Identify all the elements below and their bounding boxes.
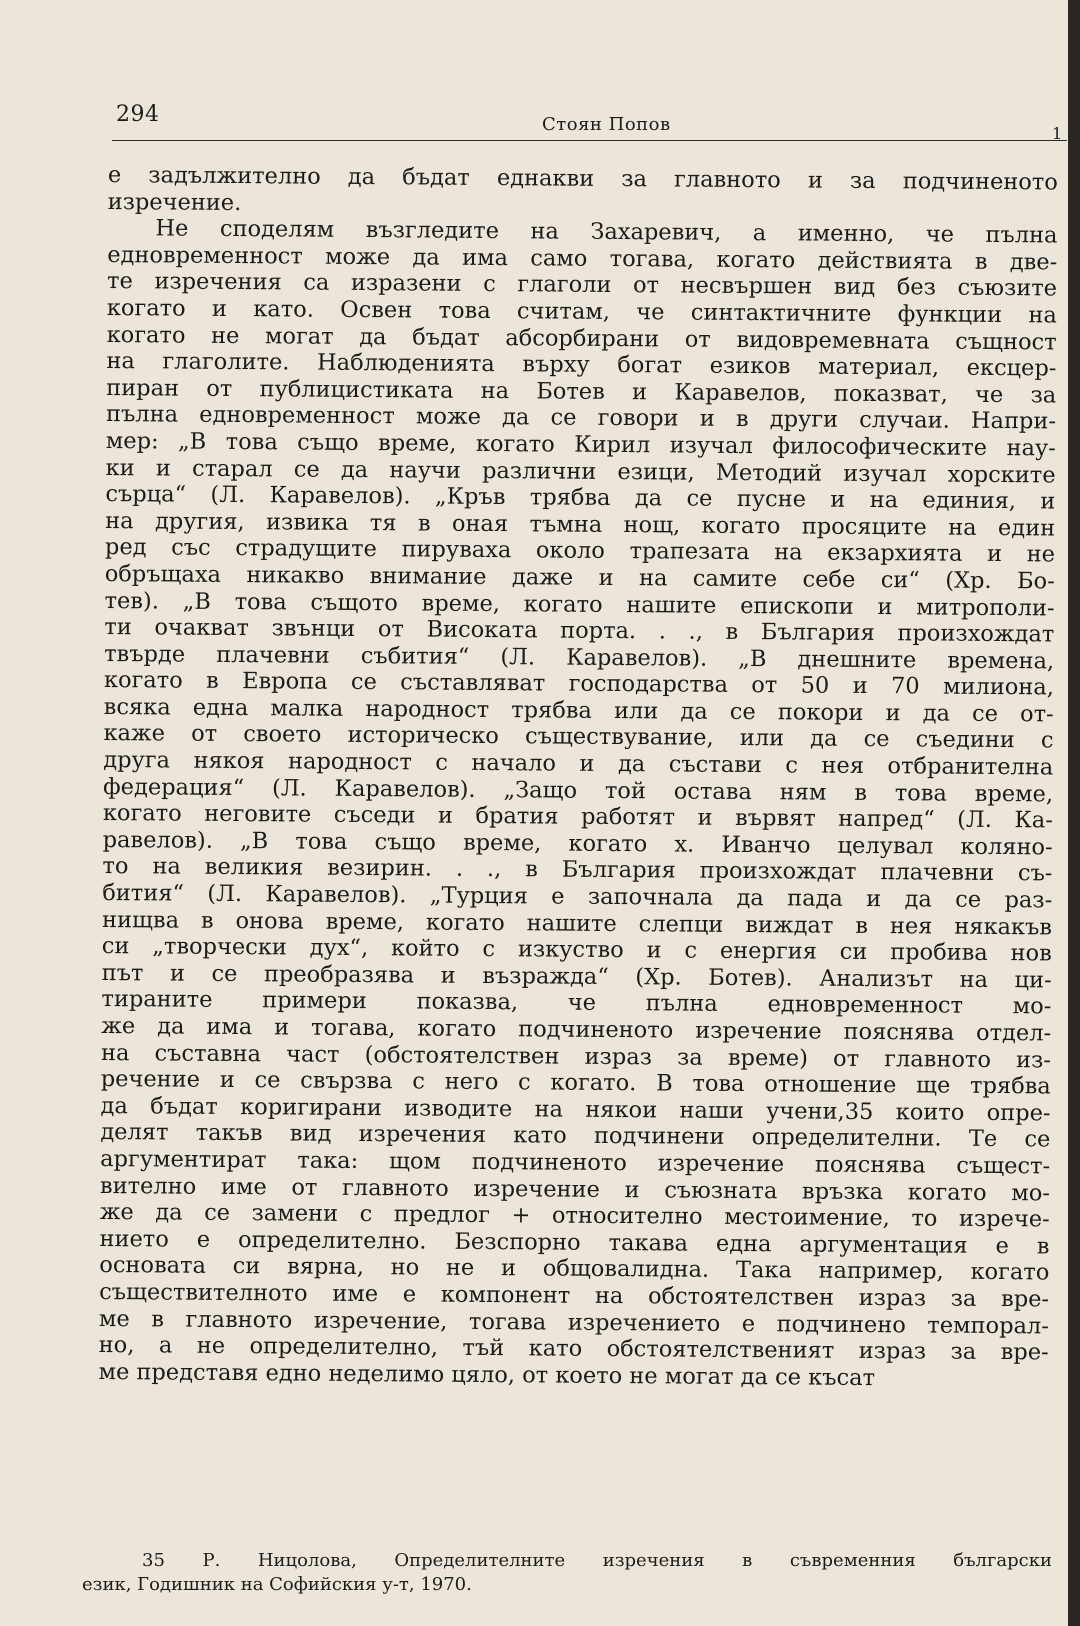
body-line: нието е определително. Безспорно такава една аргументация е в	[99, 1225, 1050, 1260]
body-line: когато неговите съседи и братия работят и вървят напред“ (Л. Ка-	[102, 800, 1053, 834]
body-line: си „творчески дух“, който с изкуство и с енергия си пробива нов	[101, 933, 1052, 967]
page-number: 294	[116, 102, 160, 127]
body-line: же да се замени с предлог + относително местоимение, то изрече-	[99, 1199, 1050, 1233]
body-line: вително име от главното изречение и съюзната връзка когато мо-	[99, 1172, 1051, 1206]
body-line: но, а не определително, тъй като обстоятелственият израз за вре-	[98, 1332, 1049, 1366]
body-line: ме в главното изречение, тогава изречението е подчинено темпорал-	[98, 1305, 1049, 1339]
body-line: нищва в онова време, когато нашите слепци виждат в нея някакъв	[101, 906, 1053, 941]
body-line: же да има и тогава, когато подчиненото изречение пояснява отдел-	[101, 1012, 1052, 1047]
body-line: равелов). „В това също време, когато х. Иванчо целувал коляно-	[102, 826, 1053, 861]
body-line: всяка една малка народност трябва или да се покори и да се от-	[103, 693, 1054, 728]
body-line: друга някоя народност с начало и да състави с нея отбранителна	[103, 747, 1054, 781]
body-line: речение и се свързва с него с когато. В това отношение ще трябва	[100, 1066, 1051, 1100]
body-line: ки и старал се да научи различни езици, Методий изучал хорските	[105, 454, 1056, 488]
body-line: сърца“ (Л. Каравелов). „Кръв трябва да се пусне и на единия, и	[105, 481, 1056, 515]
body-line: тев). „В това същото време, когато нашите епископи и митрополи-	[104, 587, 1055, 621]
book-spine-shadow	[1068, 0, 1080, 1626]
body-line: обръщаха никакво внимание даже и на самите себе си“ (Хр. Бо-	[104, 560, 1055, 595]
header-mark: 1	[1052, 124, 1063, 143]
body-line: бития“ (Л. Каравелов). „Турция е започнала да пада и да се раз-	[102, 880, 1053, 914]
footnote-line: език, Годишник на Софийския у-т, 1970.	[82, 1574, 472, 1595]
body-line: на другия, извика тя в оная тъмна нощ, когато просяците на един	[105, 507, 1056, 542]
body-line: каже от своето историческо съществувание, или да се съедини с	[103, 720, 1054, 754]
running-head-author: Стоян Попов	[542, 114, 671, 135]
body-line: Не споделям възгледите на Захаревич, а именно, че пълна	[155, 215, 1058, 249]
body-line: аргументират така: щом подчиненото изречение пояснява същест-	[100, 1145, 1051, 1180]
body-line: когато в Европа се съставляват господарства от 50 и 70 милиона,	[103, 667, 1055, 701]
body-line: на съставна част (обстоятелствен израз за време) от главното из-	[100, 1039, 1052, 1074]
body-line: на глаголите. Наблюденията върху богат езиков материал, ексцер-	[106, 348, 1057, 382]
body-line: ти очакват звънци от Високата порта. . ., в България произхождат	[104, 614, 1055, 648]
body-line: да бъдат коригирани изводите на някои наши учени,35 които опре-	[100, 1092, 1051, 1127]
body-line: то на великия везирин. . ., в България произхождат плачевни съ-	[102, 853, 1053, 887]
body-line: федерация“ (Л. Каравелов). „Защо той остава ням в това време,	[102, 773, 1054, 808]
body-line: тираните примери показва, че пълна едновременност мо-	[101, 986, 1052, 1020]
footnote-line: 35 Р. Ницолова, Определителните изречения в съвременния български	[142, 1550, 1052, 1571]
body-line: твърде плачевни събития“ (Л. Каравелов). „В днешните времена,	[104, 640, 1055, 675]
body-text	[98, 162, 1063, 1393]
body-line: е задължително да бъдат еднакви за главното и за подчиненото	[107, 162, 1058, 196]
body-line: съществителното име е компонент на обстоятелствен израз за вре-	[99, 1278, 1050, 1313]
body-line: изречение.	[107, 188, 242, 216]
header-rule	[112, 140, 1067, 141]
body-line: те изречения са изразени с глаголи от несвършен вид без съюзите	[106, 268, 1058, 302]
body-line: пиран от публицистиката на Ботев и Каравелов, показват, че за	[106, 374, 1057, 409]
body-line: делят такъв вид изречения като подчинени определителни. Те се	[100, 1119, 1051, 1153]
body-line: път и се преобразява и възражда“ (Хр. Ботев). Анализът на ци-	[101, 959, 1052, 994]
body-line: основата си вярна, но не и общовалидна. Така например, когато	[99, 1252, 1050, 1286]
body-line: когато и като. Освен това считам, че синтактичните функции на	[106, 294, 1057, 329]
body-line: ред със страдущите пируваха около трапезата на екзархията и не	[104, 534, 1056, 568]
body-line: едновременност може да има само тогава, когато действията в две-	[107, 241, 1058, 276]
body-line: пълна едновременност може да се говори и в други случаи. Напри-	[105, 401, 1057, 435]
page-header	[112, 102, 1072, 142]
footnote	[82, 1549, 1057, 1597]
body-line: ме представя едно неделимо цяло, от което не могат да се късат	[98, 1358, 876, 1391]
body-line: мер: „В това също време, когато Кирил изучал философическите нау-	[105, 427, 1056, 462]
body-line: когато не могат да бъдат абсорбирани от видовремевната същност	[106, 321, 1057, 356]
